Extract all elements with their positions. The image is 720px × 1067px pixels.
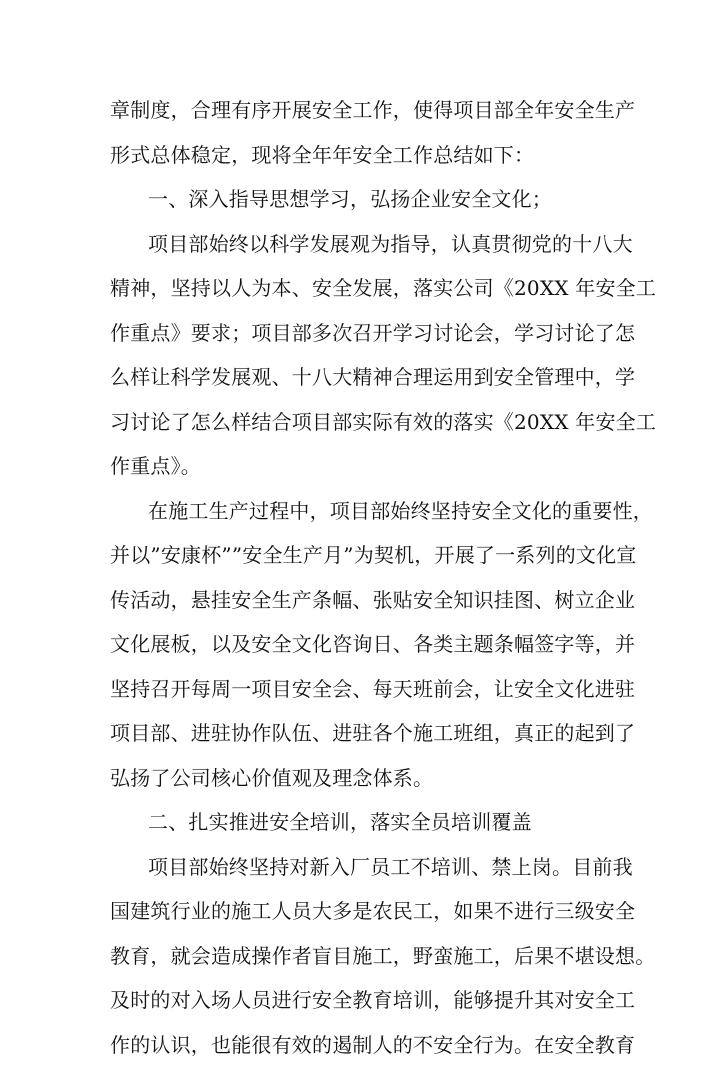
- text-line: 作重点》。: [110, 444, 610, 489]
- text-line: 及时的对入场人员进行安全教育培训，能够提升其对安全工: [110, 978, 610, 1023]
- text-line: 项目部、进驻协作队伍、进驻各个施工班组，真正的起到了: [110, 711, 610, 756]
- document-body: [110, 88, 610, 1067]
- text-line: 教育，就会造成操作者盲目施工，野蛮施工，后果不堪设想。: [110, 934, 610, 979]
- text-line: 精神，坚持以人为本、安全发展，落实公司《20XX 年安全工: [110, 266, 610, 311]
- text-line: 么样让科学发展观、十八大精神合理运用到安全管理中，学: [110, 355, 610, 400]
- text-line: 并以”安康杯””安全生产月”为契机，开展了一系列的文化宣: [110, 533, 610, 578]
- text-line: 一、深入指导思想学习，弘扬企业安全文化；: [110, 177, 610, 222]
- text-line: 文化展板，以及安全文化咨询日、各类主题条幅签字等，并: [110, 622, 610, 667]
- text-line: 二、扎实推进安全培训，落实全员培训覆盖: [110, 800, 610, 845]
- text-line: 国建筑行业的施工人员大多是农民工，如果不进行三级安全: [110, 889, 610, 934]
- text-line: 弘扬了公司核心价值观及理念体系。: [110, 756, 610, 801]
- text-line: 在施工生产过程中，项目部始终坚持安全文化的重要性，: [110, 489, 610, 534]
- text-line: 形式总体稳定，现将全年年安全工作总结如下：: [110, 133, 610, 178]
- text-line: 项目部始终坚持对新入厂员工不培训、禁上岗。目前我: [110, 845, 610, 890]
- text-line: 作重点》要求；项目部多次召开学习讨论会，学习讨论了怎: [110, 311, 610, 356]
- text-line: 坚持召开每周一项目安全会、每天班前会，让安全文化进驻: [110, 667, 610, 712]
- text-line: 习讨论了怎么样结合项目部实际有效的落实《20XX 年安全工: [110, 400, 610, 445]
- text-line: 章制度，合理有序开展安全工作，使得项目部全年安全生产: [110, 88, 610, 133]
- text-line: 作的认识，也能很有效的遏制人的不安全行为。在安全教育: [110, 1023, 610, 1067]
- text-line: 项目部始终以科学发展观为指导，认真贯彻党的十八大: [110, 222, 610, 267]
- text-line: 传活动，悬挂安全生产条幅、张贴安全知识挂图、树立企业: [110, 578, 610, 623]
